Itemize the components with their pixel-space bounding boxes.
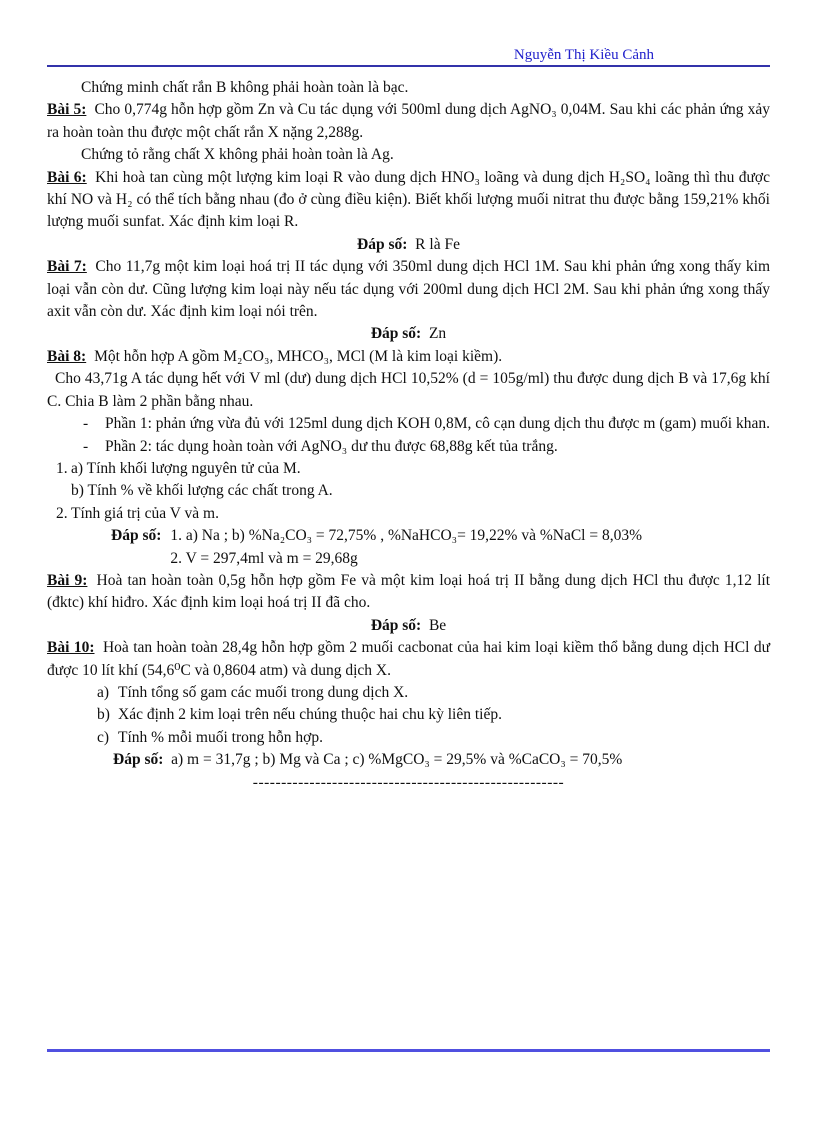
answer-bai-8	[111, 525, 770, 570]
list-item-phan-1	[83, 413, 770, 435]
exercise-bai-10	[47, 637, 770, 682]
question-1-line-0: a) Tính khối lượng nguyên tử của M.	[71, 459, 301, 477]
question-c-lines	[118, 727, 770, 749]
header-rule	[47, 65, 770, 67]
question-1-marker: 1.	[56, 459, 68, 477]
section-divider: -------------------------------------------------------	[252, 773, 565, 791]
exercise-bai-10-text: Hoà tan hoàn toàn 28,4g hỗn hợp gồm 2 muối cacbonat của hai kim loại kiềm thổ bằng dung dịch HCl dư được 10 lít khí (54,6⁰C và 0,8604 atm) và dung dịch X.	[47, 639, 771, 679]
answer-bai-9	[47, 615, 770, 637]
list-item-phan-1-text: Phần 1: phản ứng vừa đủ với 125ml dung dịch KOH 0,8M, cô cạn dung dịch thu được m (gam) muối khan.	[105, 415, 770, 433]
question-a-marker: a)	[97, 683, 110, 701]
question-c-line-0: Tính % mỗi muối trong hỗn hợp.	[118, 728, 323, 746]
question-a-line-0: Tính tổng số gam các muối trong dung dịch X.	[118, 683, 409, 701]
answer-bai-6	[47, 234, 770, 256]
exercise-bai-7-text: Cho 11,7g một kim loại hoá trị II tác dụng với 350ml dung dịch HCl 1M. Sau khi phản ứng xong thấy kim loại vẫn còn dư. Cũng lượng kim loại này nếu tác dụng với 200ml dung dịch HCl 2M. Sau khi phản ứng xong thấy axit vẫn còn dư. Xác định kim loại nói trên.	[47, 258, 770, 321]
question-a-lines	[118, 682, 770, 704]
answer-bai-10-label: Đáp số:	[113, 751, 164, 769]
question-1-line-1: b) Tính % về khối lượng các chất trong A.	[71, 482, 333, 500]
answer-bai-7-text: Zn	[425, 325, 447, 343]
answer-bai-8-line-1: 2. V = 297,4ml và m = 29,68g	[170, 549, 358, 567]
exercise-bai-8-label: Bài 8:	[47, 347, 87, 365]
page-header	[47, 47, 770, 64]
question-a	[97, 682, 770, 704]
answer-bai-8-line-0: 1. a) Na ; b) %Na₂CO₃ = 72,75% , %NaHCO₃= 19,22% và %NaCl = 8,03%	[170, 527, 643, 545]
exercise-bai-9-label: Bài 9:	[47, 571, 88, 589]
answer-bai-6-label: Đáp số:	[357, 235, 408, 253]
exercise-bai-9	[47, 570, 770, 615]
exercise-bai-8-text: Một hỗn hợp A gồm M₂CO₃, MHCO₃, MCl (M là kim loại kiềm).	[94, 347, 503, 365]
question-c-marker: c)	[97, 728, 110, 746]
exercise-bai-8	[47, 346, 770, 368]
footer-rule	[47, 1049, 770, 1052]
exercise-bai-5-text: Cho 0,774g hỗn hợp gồm Zn và Cu tác dụng với 500ml dung dịch AgNO₃ 0,04M. Sau khi các phản ứng xảy ra hoàn toàn thu được một chất rắn X nặng 2,288g.	[47, 101, 770, 141]
answer-bai-9-text: Be	[425, 616, 447, 634]
answer-bai-7	[47, 323, 770, 345]
question-1	[56, 458, 770, 503]
document-body	[47, 77, 770, 794]
exercise-bai-6-text: Khi hoà tan cùng một lượng kim loại R vào dung dịch HNO₃ loãng và dung dịch H₂SO₄ loãng thì thu được khí NO và H₂ có thể tích bằng nhau (đo ở cùng điều kiện). Biết khối lượng muối nitrat thu được bằng 159,21% khối lượng muối sunfat. Xác định kim loại R.	[47, 168, 770, 231]
question-2	[56, 503, 770, 525]
answer-bai-6-text: R là Fe	[411, 235, 460, 253]
exercise-bai-7-label: Bài 7:	[47, 258, 87, 276]
dash-marker: -	[83, 437, 89, 455]
answer-bai-10	[113, 749, 770, 771]
question-b-lines	[118, 704, 770, 726]
paragraph-chung-minh-b: Chứng minh chất rắn B không phải hoàn toàn là bạc.	[81, 79, 409, 96]
exercise-bai-5	[47, 99, 770, 144]
exercise-bai-5-label: Bài 5:	[47, 101, 87, 119]
answer-bai-8-lines	[170, 525, 770, 570]
paragraph-bai-8-detail: Cho 43,71g A tác dụng hết với V ml (dư) dung dịch HCl 10,52% (d = 105g/ml) thu được dung dịch B và 17,6g khí C. Chia B làm 2 phần bằng nhau.	[47, 370, 770, 410]
question-b-line-0: Xác định 2 kim loại trên nếu chúng thuộc hai chu kỳ liên tiếp.	[118, 706, 502, 724]
answer-bai-10-text: a) m = 31,7g ; b) Mg và Ca ; c) %MgCO₃ = 29,5% và %CaCO₃ = 70,5%	[163, 751, 623, 769]
answer-bai-7-label: Đáp số:	[370, 325, 422, 343]
paragraph-chung-to-x: Chứng tỏ rằng chất X không phải hoàn toàn là Ag.	[81, 146, 394, 164]
question-b-marker: b)	[97, 706, 110, 724]
answer-bai-9-label: Đáp số:	[370, 616, 422, 634]
question-2-marker: 2.	[56, 504, 68, 522]
question-2-line-0: Tính giá trị của V và m.	[71, 504, 219, 522]
question-1-lines	[71, 458, 770, 503]
author-name: Nguyễn Thị Kiều Cảnh	[513, 47, 654, 63]
exercise-bai-6-label: Bài 6:	[47, 168, 87, 186]
answer-bai-8-label: Đáp số:	[111, 527, 162, 545]
dash-marker: -	[83, 415, 89, 433]
question-2-lines	[71, 503, 770, 525]
list-item-phan-2-text: Phần 2: tác dụng hoàn toàn với AgNO₃ dư thu được 68,88g kết tủa trắng.	[105, 437, 558, 455]
list-item-phan-2	[83, 436, 770, 458]
question-b	[97, 704, 770, 726]
exercise-bai-9-text: Hoà tan hoàn toàn 0,5g hỗn hợp gồm Fe và một kim loại hoá trị II bằng dung dịch HCl thu được 1,12 lít (đktc) khí hiđro. Xác định kim loại hoá trị II đã cho.	[47, 571, 770, 612]
question-c	[97, 727, 770, 749]
exercise-bai-10-label: Bài 10:	[47, 639, 95, 657]
exercise-bai-7	[47, 256, 770, 323]
exercise-bai-6	[47, 167, 770, 234]
